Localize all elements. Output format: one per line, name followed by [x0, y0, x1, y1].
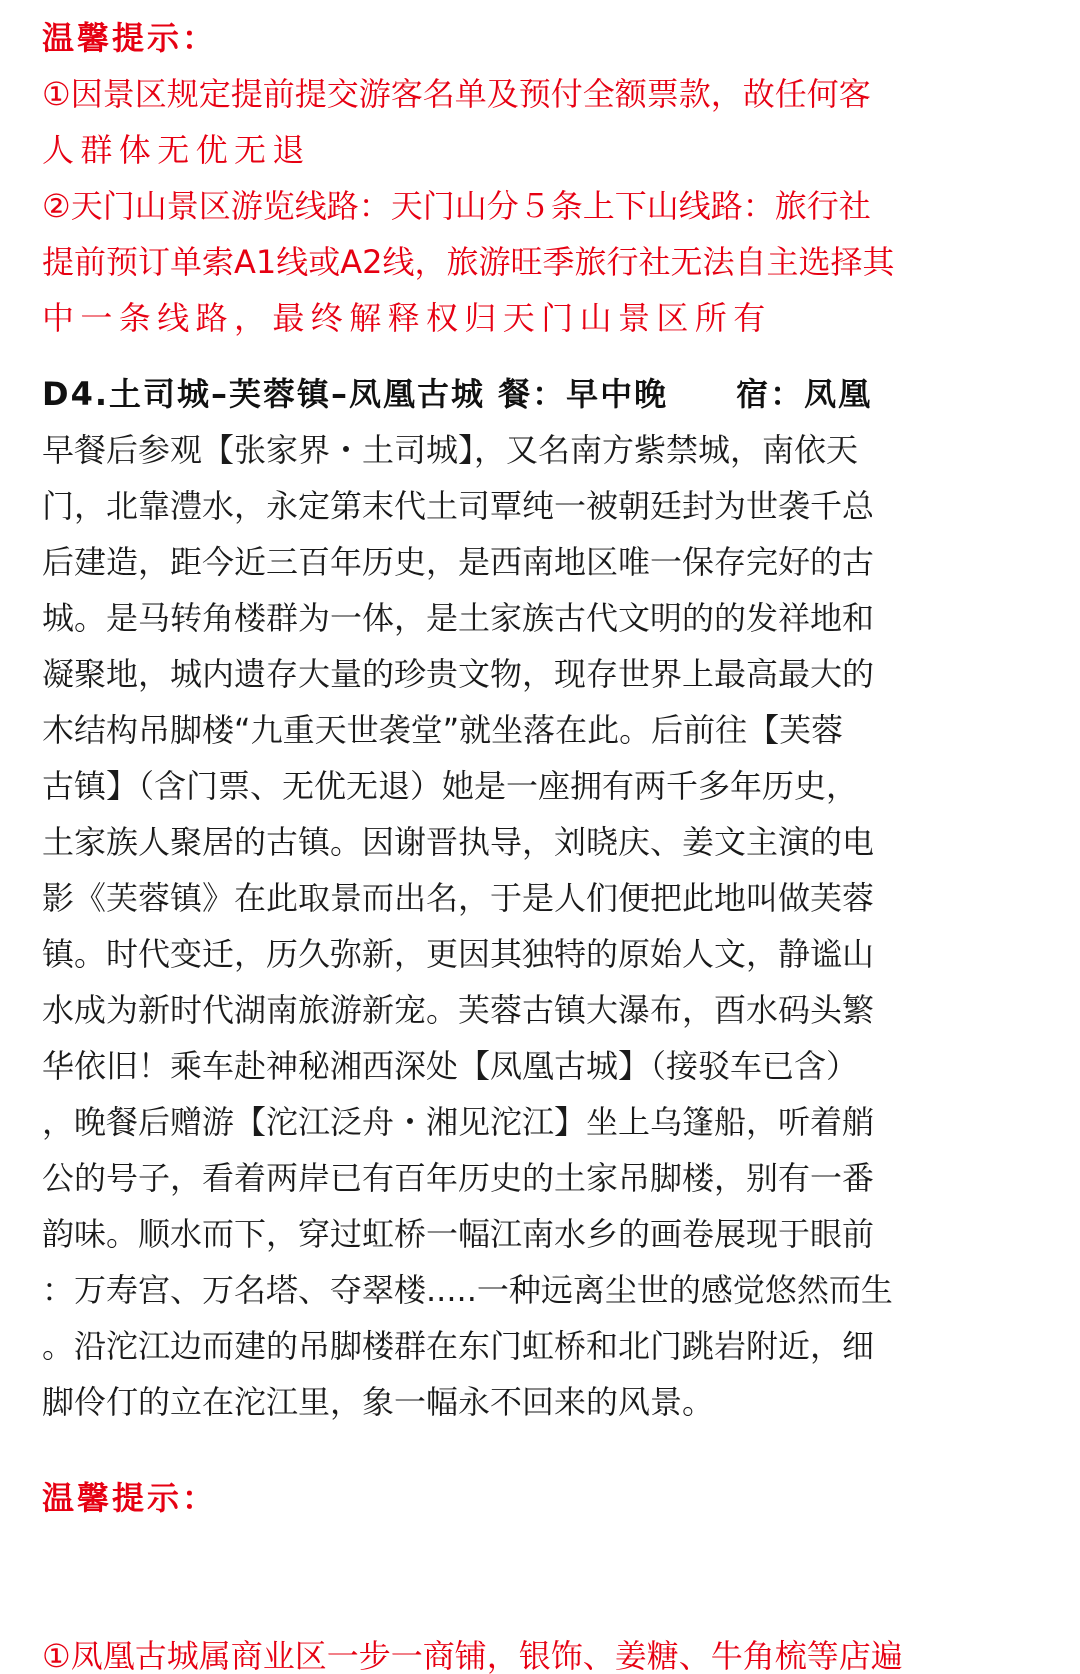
tips-title: 温馨提示：: [42, 19, 218, 57]
day-heading: D4.土司城–芙蓉镇–凤凰古城 餐：早中晚 宿：凤凰: [42, 375, 873, 413]
body-line: 后建造，距今近三百年历史，是西南地区唯一保存完好的古: [42, 543, 875, 581]
tips-line: ①凤凰古城属商业区一步一商铺，银饰、姜糖、牛角梳等店遍: [42, 1637, 903, 1674]
body-line: 。沿沱江边而建的吊脚楼群在东门虹桥和北门跳岩附近，细: [42, 1327, 875, 1365]
body-line: 门，北靠澧水，永定第末代土司覃纯一被朝廷封为世袭千总: [42, 487, 875, 525]
body-line: 公的号子，看着两岸已有百年历史的土家吊脚楼，别有一番: [42, 1159, 875, 1197]
tips-line: ②天门山景区游览线路：天门山分５条上下山线路：旅行社: [42, 187, 871, 225]
tips-line: 人群体无优无退: [42, 131, 311, 169]
body-line: 古镇】（含门票、无优无退）她是一座拥有两千多年历史，: [42, 767, 859, 805]
body-line: 凝聚地，城内遗存大量的珍贵文物，现存世界上最高最大的: [42, 655, 875, 693]
tips-line: 提前预订单索A1线或A2线，旅游旺季旅行社无法自主选择其: [42, 243, 895, 281]
body-line: 华依旧！乘车赴神秘湘西深处【凤凰古城】（接驳车已含）: [42, 1047, 859, 1085]
body-line: 韵味。顺水而下，穿过虹桥一幅江南水乡的画卷展现于眼前: [42, 1215, 875, 1253]
tips-line: 中一条线路，最终解释权归天门山景区所有: [42, 299, 772, 337]
body-line: 早餐后参观【张家界・土司城】，又名南方紫禁城，南依天: [42, 431, 859, 469]
body-line: 镇。时代变迁，历久弥新，更因其独特的原始人文，静谧山: [42, 935, 875, 973]
body-line: 影《芙蓉镇》在此取景而出名，于是人们便把此地叫做芙蓉: [42, 879, 875, 917]
body-line: 城。是马转角楼群为一体，是土家族古代文明的的发祥地和: [42, 599, 875, 637]
body-line: ，晚餐后赠游【沱江泛舟・湘见沱江】坐上乌篷船，听着艄: [42, 1103, 875, 1141]
body-line: 脚伶仃的立在沱江里，象一幅永不回来的风景。: [42, 1383, 715, 1421]
tips-title: 温馨提示：: [42, 1479, 218, 1517]
body-line: 土家族人聚居的古镇。因谢晋执导，刘晓庆、姜文主演的电: [42, 823, 875, 861]
body-line: ：万寿宫、万名塔、夺翠楼.....一种远离尘世的感觉悠然而生: [42, 1271, 893, 1309]
body-line: 木结构吊脚楼“九重天世袭堂”就坐落在此。后前往【芙蓉: [42, 711, 844, 749]
tips-line: ①因景区规定提前提交游客名单及预付全额票款，故任何客: [42, 75, 871, 113]
body-line: 水成为新时代湖南旅游新宠。芙蓉古镇大瀑布，酉水码头繁: [42, 991, 875, 1029]
